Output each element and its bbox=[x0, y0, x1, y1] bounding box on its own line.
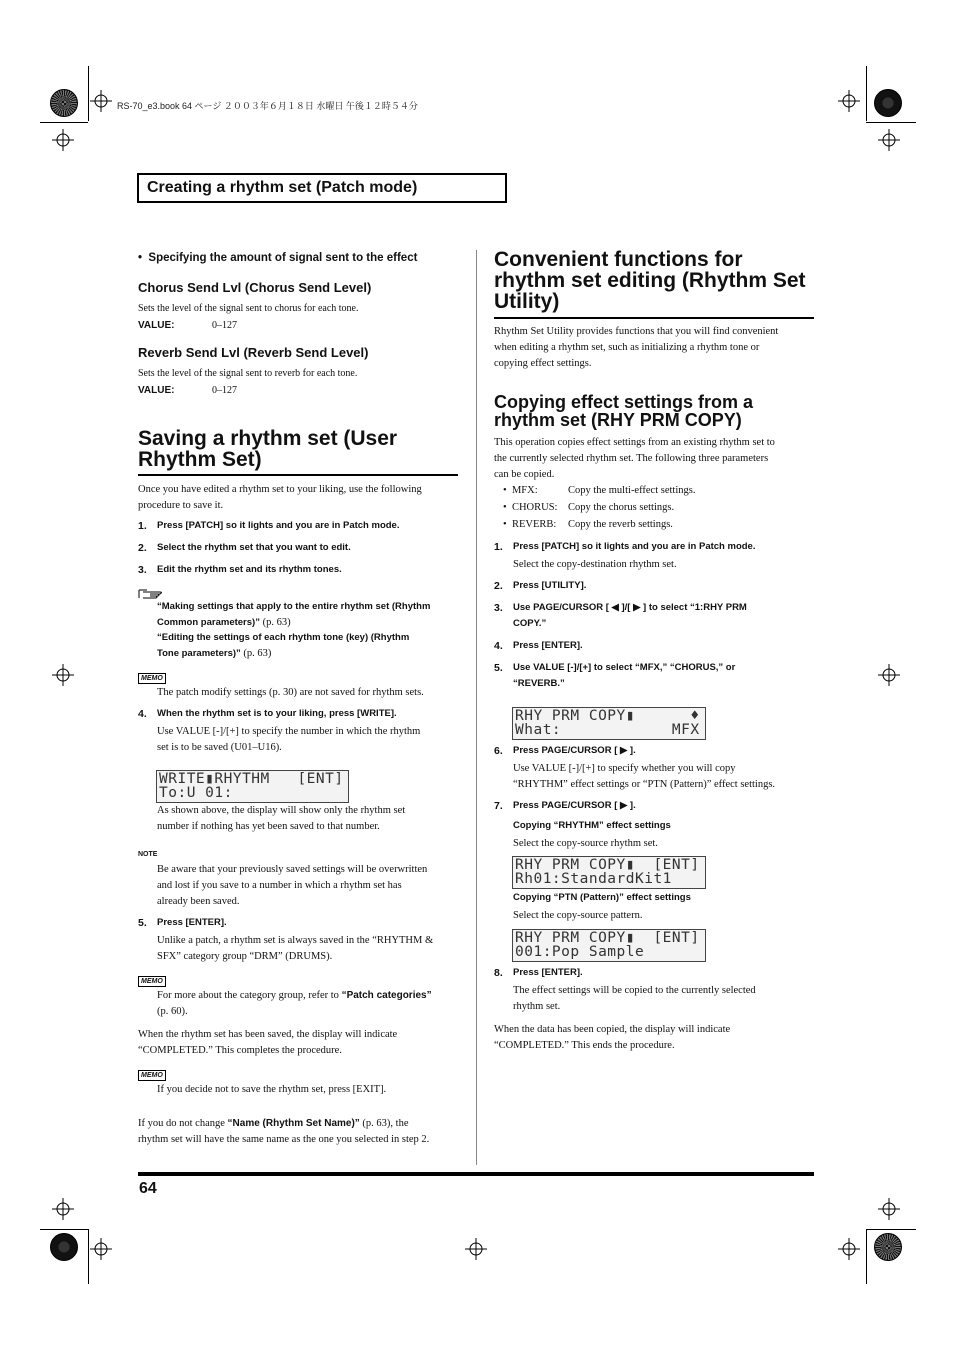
sub-pattern-desc: Select the copy-source pattern. bbox=[513, 910, 643, 921]
lcd-display-rhythm: RHY PRM COPY▮ [ENT] Rh01:StandardKit1 bbox=[512, 856, 706, 889]
saving-intro: Once you have edited a rhythm set to your liking, use the following procedure to save it. bbox=[138, 484, 422, 511]
saving-after: When the rhythm set has been saved, the display will indicate “COMPLETED.” This completes the procedure. bbox=[138, 1029, 398, 1056]
chorus-desc: Sets the level of the signal sent to chorus for each tone. bbox=[138, 303, 359, 314]
copy-step-7: Press PAGE/CURSOR [ ▶ ]. bbox=[513, 800, 636, 811]
memo-1: The patch modify settings (p. 30) are not saved for rhythm sets. bbox=[157, 687, 424, 698]
reverb-value-label: VALUE: bbox=[138, 385, 175, 396]
lcd-desc: As shown above, the display will show only the rhythm set number if nothing has yet been saved to that number. bbox=[157, 805, 406, 832]
saving-step-1: Press [PATCH] so it lights and you are in Patch mode. bbox=[157, 520, 400, 531]
saving-step-3: Edit the rhythm set and its rhythm tones. bbox=[157, 564, 342, 575]
registration-dial-icon bbox=[50, 89, 78, 117]
crosshair-icon bbox=[838, 1238, 860, 1260]
bullet-heading: • Specifying the amount of signal sent to the effect bbox=[138, 252, 418, 264]
chorus-value-label: VALUE: bbox=[138, 320, 175, 331]
memo-icon: MEMO bbox=[138, 673, 166, 684]
registration-dial-icon bbox=[50, 1233, 78, 1261]
saving-title: Saving a rhythm set (User Rhythm Set) bbox=[138, 427, 398, 471]
file-info: RS-70_e3.book 64 ページ ２００３年６月１８日 水曜日 午後１２時５４分 bbox=[117, 101, 418, 111]
memo-icon: MEMO bbox=[138, 976, 166, 987]
reverb-desc: Sets the level of the signal sent to reverb for each tone. bbox=[138, 368, 358, 379]
list-item: • CHORUS: Copy the chorus settings. bbox=[503, 502, 675, 513]
crosshair-icon bbox=[878, 129, 900, 151]
step-number: 3. bbox=[494, 602, 503, 614]
crosshair-icon bbox=[838, 90, 860, 112]
step-number: 5. bbox=[494, 662, 503, 674]
crosshair-icon bbox=[878, 1198, 900, 1220]
chorus-value: 0–127 bbox=[212, 320, 237, 331]
copy-step-6: Press PAGE/CURSOR [ ▶ ]. bbox=[513, 745, 636, 756]
page-number: 64 bbox=[139, 1180, 157, 1197]
reference-2: “Editing the settings of each rhythm tone (key) (Rhythm Tone parameters)” (p. 63) bbox=[157, 632, 410, 659]
sub-heading-pattern: Copying “PTN (Pattern)” effect settings bbox=[513, 892, 691, 903]
sub-heading-rhythm: Copying “RHYTHM” effect settings bbox=[513, 820, 671, 831]
memo-icon: MEMO bbox=[138, 1070, 166, 1081]
lcd-display-what: RHY PRM COPY▮ ♦ What: MFX bbox=[512, 707, 706, 740]
registration-dial-icon bbox=[874, 1233, 902, 1261]
saving-step-2: Select the rhythm set that you want to edit. bbox=[157, 542, 351, 553]
section-rule bbox=[494, 317, 814, 319]
memo-2: For more about the category group, refer to “Patch categories” (p. 60). bbox=[157, 990, 432, 1017]
step-number: 6. bbox=[494, 745, 503, 757]
step-number: 8. bbox=[494, 967, 503, 979]
saving-step-5-desc: Unlike a patch, a rhythm set is always saved in the “RHYTHM & SFX” category group “DRM” (DRUMS). bbox=[157, 935, 434, 962]
copy-step-8-desc: The effect settings will be copied to the currently selected rhythm set. bbox=[513, 985, 756, 1012]
copy-step-4: Press [ENTER]. bbox=[513, 640, 583, 651]
crosshair-icon bbox=[90, 90, 112, 112]
step-number: 2. bbox=[138, 542, 147, 554]
chorus-title: Chorus Send Lvl (Chorus Send Level) bbox=[138, 280, 372, 295]
lcd-display-pattern: RHY PRM COPY▮ [ENT] 001:Pop Sample bbox=[512, 929, 706, 962]
crosshair-icon bbox=[52, 664, 74, 686]
list-item: • REVERB: Copy the reverb settings. bbox=[503, 519, 673, 530]
saving-step-4-desc: Use VALUE [-]/[+] to specify the number in which the rhythm set is to be saved (U01–U16). bbox=[157, 726, 421, 753]
step-number: 1. bbox=[138, 520, 147, 532]
chapter-title: Creating a rhythm set (Patch mode) bbox=[147, 179, 418, 196]
copy-step-5: Use VALUE [-]/[+] to select “MFX,” “CHORUS,” or “REVERB.” bbox=[513, 662, 736, 689]
reference-1: “Making settings that apply to the entire rhythm set (Rhythm Common parameters)” (p. 63) bbox=[157, 601, 431, 628]
registration-dial-icon bbox=[874, 89, 902, 117]
copy-title: Copying effect settings from a rhythm set (RHY PRM COPY) bbox=[494, 392, 754, 430]
copy-step-1-desc: Select the copy-destination rhythm set. bbox=[513, 559, 677, 570]
step-number: 2. bbox=[494, 580, 503, 592]
sub-rhythm-desc: Select the copy-source rhythm set. bbox=[513, 838, 658, 849]
utility-intro: Rhythm Set Utility provides functions that you will find convenient when editing a rhythm set, such as initializing a rhythm tone or copying effect settings. bbox=[494, 326, 779, 369]
saving-step-4: When the rhythm set is to your liking, press [WRITE]. bbox=[157, 708, 397, 719]
crosshair-icon bbox=[465, 1238, 487, 1260]
column-divider bbox=[476, 250, 477, 1165]
crosshair-icon bbox=[878, 664, 900, 686]
saving-step-5: Press [ENTER]. bbox=[157, 917, 227, 928]
step-number: 4. bbox=[138, 708, 147, 720]
step-number: 4. bbox=[494, 640, 503, 652]
step-number: 7. bbox=[494, 800, 503, 812]
step-number: 5. bbox=[138, 917, 147, 929]
crosshair-icon bbox=[52, 1198, 74, 1220]
param-list bbox=[503, 483, 695, 533]
copy-step-1: Press [PATCH] so it lights and you are in Patch mode. bbox=[513, 541, 756, 552]
saving-final: If you do not change “Name (Rhythm Set Name)” (p. 63), the rhythm set will have the same name as the one you selected in step 2. bbox=[138, 1118, 430, 1145]
step-number: 1. bbox=[494, 541, 503, 553]
utility-title: Convenient functions for rhythm set editing (Rhythm Set Utility) bbox=[494, 248, 806, 313]
section-rule bbox=[138, 474, 458, 476]
memo-3: If you decide not to save the rhythm set, press [EXIT]. bbox=[157, 1084, 387, 1095]
note-text: Be aware that your previously saved settings will be overwritten and lost if you save to a number in which a rhythm set has already been saved. bbox=[157, 864, 428, 907]
copy-step-8: Press [ENTER]. bbox=[513, 967, 583, 978]
copy-step-3: Use PAGE/CURSOR [ ◀ ]/[ ▶ ] to select “1:RHY PRM COPY.” bbox=[513, 602, 747, 629]
copy-intro: This operation copies effect settings from an existing rhythm set to the currently selected rhythm set. The following three parameters can be copied. bbox=[494, 437, 775, 480]
reverb-value: 0–127 bbox=[212, 385, 237, 396]
crosshair-icon bbox=[52, 129, 74, 151]
copy-step-2: Press [UTILITY]. bbox=[513, 580, 587, 591]
reverb-title: Reverb Send Lvl (Reverb Send Level) bbox=[138, 345, 369, 360]
copy-step-6-desc: Use VALUE [-]/[+] to specify whether you will copy “RHYTHM” effect settings or “PTN (Pattern)” effect settings. bbox=[513, 763, 776, 790]
note-icon: NOTE bbox=[138, 851, 158, 858]
list-item: • MFX: Copy the multi-effect settings. bbox=[503, 485, 696, 496]
footer-rule bbox=[138, 1172, 814, 1176]
crosshair-icon bbox=[90, 1238, 112, 1260]
step-number: 3. bbox=[138, 564, 147, 576]
chapter-header bbox=[137, 173, 507, 203]
lcd-display-write: WRITE▮RHYTHM [ENT] To:U 01: bbox=[156, 770, 349, 803]
copy-end: When the data has been copied, the display will indicate “COMPLETED.” This ends the procedure. bbox=[494, 1024, 731, 1051]
